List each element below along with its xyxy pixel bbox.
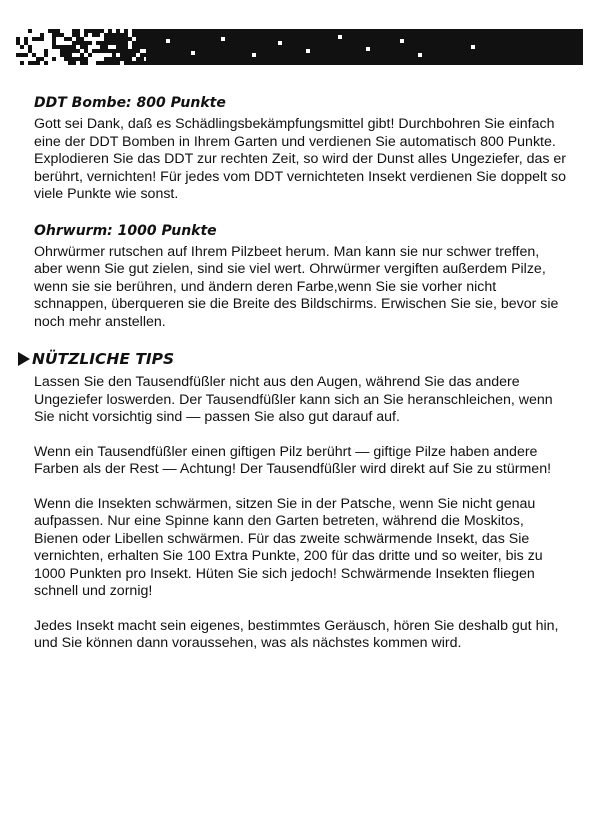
header-pixel (24, 37, 28, 41)
header-pixel (136, 49, 140, 53)
header-pixel (36, 61, 40, 65)
header-pixel (60, 33, 64, 37)
header-pixel (148, 37, 152, 41)
header-pixel (124, 33, 128, 37)
header-pixel (40, 37, 44, 41)
header-pixel (152, 45, 156, 49)
header-pixel (52, 29, 56, 33)
header-pixel (60, 53, 64, 57)
header-pixel (64, 37, 68, 41)
header-pixel (60, 45, 64, 49)
tips-heading: NÜTZLICHE TIPS (32, 350, 175, 368)
header-pixel (124, 57, 128, 61)
header-pixel (140, 29, 144, 33)
header-speck (166, 39, 170, 43)
header-pixel (144, 45, 148, 49)
pixel-header-bar (16, 29, 583, 65)
header-pixel (128, 61, 132, 65)
tips-paragraph: Wenn ein Tausendfüßler einen giftigen Pilz berührt — giftige Pilze haben andere Farben als der Rest — Achtung! Der Tausendfüßler wird direkt auf Sie zu stürmen! (34, 443, 552, 477)
header-pixel (44, 61, 48, 65)
header-pixel (24, 53, 28, 57)
header-pixel (60, 49, 64, 53)
header-pixel (120, 57, 124, 61)
header-pixel (68, 61, 72, 65)
header-pixel (116, 29, 120, 33)
header-pixel (128, 57, 132, 61)
header-pixel (112, 53, 116, 57)
header-pixel (80, 57, 84, 61)
pixel-pattern-graphic (16, 29, 583, 65)
header-pixel (64, 57, 68, 61)
header-pixel (112, 57, 116, 61)
header-pixel (80, 53, 84, 57)
header-pixel (144, 61, 148, 65)
header-pixel (72, 57, 76, 61)
header-pixel (72, 45, 76, 49)
header-pixel (116, 37, 120, 41)
header-pixel (136, 61, 140, 65)
header-pixel (140, 57, 144, 61)
header-pixel (28, 45, 32, 49)
header-pixel (144, 41, 148, 45)
header-pixel (140, 37, 144, 41)
header-pixel (148, 33, 152, 37)
header-pixel (68, 53, 72, 57)
header-pixel (104, 41, 108, 45)
header-pixel (96, 61, 100, 65)
header-pixel (128, 37, 132, 41)
header-pixel (16, 37, 20, 41)
header-pixel (136, 29, 140, 33)
spacer (34, 204, 568, 222)
tips-paragraph: Lassen Sie den Tausendfüßler nicht aus den Augen, während Sie das andere Ungeziefer loswerden. Der Tausendfüßler kann sich an Sie heranschleichen, wenn Sie nicht vorsichtig sind — passen Sie also gut darauf auf. (34, 374, 553, 425)
header-pixel (72, 41, 76, 45)
header-pixel (76, 37, 80, 41)
header-pixel (116, 49, 120, 53)
header-pixel (92, 29, 96, 33)
header-pixel (28, 61, 32, 65)
header-speck (252, 53, 256, 57)
header-pixel (84, 41, 88, 45)
header-pixel (52, 57, 56, 61)
header-pixel (76, 33, 80, 37)
header-pixel (120, 49, 124, 53)
header-pixel (52, 41, 56, 45)
header-pixel (148, 61, 152, 65)
header-pixel (152, 29, 156, 33)
header-pixel (148, 49, 152, 53)
header-pixel (120, 53, 124, 57)
header-pixel (68, 49, 72, 53)
header-pixel (152, 41, 156, 45)
header-pixel (40, 33, 44, 37)
header-pixel (68, 45, 72, 49)
header-pixel (36, 37, 40, 41)
tips-paragraph: Wenn die Insekten schwärmen, sitzen Sie in der Patsche, wenn Sie nicht genau aufpassen. Nur eine Spinne kann den Garten betreten, während die Moskitos, Bienen oder Libellen schwärmen. Für das zweite schwärmende Insekt, das Sie vernichten, erhalten Sie 100 Extra Punkte, 200 für das dritte und so weiter, bis zu 1000 Punkten pro Insekt. Hüten Sie sich jedoch! Schwärmende Insekten fliegen schnell und zornig! (34, 495, 543, 599)
header-pixel (140, 61, 144, 65)
right-triangle-icon (18, 352, 30, 366)
header-pixel (28, 49, 32, 53)
header-pixel (124, 45, 128, 49)
header-pixel (132, 61, 136, 65)
header-pixel (152, 53, 156, 57)
tips-paragraph: Jedes Insekt macht sein eigenes, bestimmtes Geräusch, hören Sie deshalb gut hin, und Sie können dann voraussehen, was als nächstes kommen wird. (34, 617, 559, 651)
header-pixel (76, 29, 80, 33)
header-speck (338, 35, 342, 39)
header-pixel (88, 41, 92, 45)
header-pixel (100, 29, 104, 33)
header-pixel (92, 33, 96, 37)
header-pixel (116, 57, 120, 61)
header-pixel (84, 49, 88, 53)
header-pixel (16, 41, 20, 45)
header-pixel (152, 37, 156, 41)
header-pixel (32, 53, 36, 57)
header-pixel (72, 49, 76, 53)
spacer (34, 479, 568, 496)
header-pixel (104, 37, 108, 41)
header-pixel (132, 53, 136, 57)
header-pixel (108, 33, 112, 37)
header-pixel (100, 61, 104, 65)
header-pixel (96, 49, 100, 53)
header-speck (471, 45, 475, 49)
header-pixel (140, 45, 144, 49)
header-pixel (152, 49, 156, 53)
header-pixel (32, 61, 36, 65)
header-solid-bar (146, 29, 583, 65)
header-pixel (44, 49, 48, 53)
header-speck (366, 47, 370, 51)
header-pixel (140, 41, 144, 45)
header-pixel (84, 61, 88, 65)
header-pixel (140, 33, 144, 37)
header-pixel (72, 33, 76, 37)
header-pixel (20, 61, 24, 65)
header-pixel (92, 49, 96, 53)
header-pixel (144, 33, 148, 37)
header-pixel (52, 37, 56, 41)
header-speck (221, 37, 225, 41)
header-pixel (136, 37, 140, 41)
header-pixel (52, 33, 56, 37)
section-heading: DDT Bombe: 800 Punkte (34, 95, 226, 111)
spacer (34, 427, 568, 444)
header-pixel (104, 33, 108, 37)
header-pixel (64, 49, 68, 53)
header-pixel (72, 29, 76, 33)
header-speck (306, 49, 310, 53)
header-pixel (152, 61, 156, 65)
header-pixel (120, 41, 124, 45)
spacer (34, 331, 568, 349)
header-pixel (80, 41, 84, 45)
header-pixel (152, 57, 156, 61)
header-pixel (104, 49, 108, 53)
header-pixel (64, 53, 68, 57)
section-ddt-bombe (34, 94, 568, 204)
header-pixel (144, 29, 148, 33)
header-pixel (48, 29, 52, 33)
header-pixel (36, 57, 40, 61)
header-pixel (132, 33, 136, 37)
header-pixel (88, 53, 92, 57)
header-pixel (116, 33, 120, 37)
header-pixel (84, 29, 88, 33)
header-pixel (104, 61, 108, 65)
header-pixel (68, 57, 72, 61)
header-pixel (124, 61, 128, 65)
header-pixel (124, 29, 128, 33)
header-pixel (132, 49, 136, 53)
header-speck (278, 41, 282, 45)
header-pixel (128, 53, 132, 57)
header-pixel (116, 41, 120, 45)
header-pixel (80, 61, 84, 65)
header-pixel (100, 41, 104, 45)
header-pixel (24, 41, 28, 45)
tips-heading-row (18, 349, 568, 369)
header-speck (400, 39, 404, 43)
header-pixel (20, 45, 24, 49)
header-pixel (136, 45, 140, 49)
header-pixel (64, 45, 68, 49)
header-pixel (108, 49, 112, 53)
header-pixel (84, 45, 88, 49)
header-pixel (112, 33, 116, 37)
header-pixel (124, 37, 128, 41)
header-pixel (28, 29, 32, 33)
header-pixel (140, 53, 144, 57)
header-pixel (136, 41, 140, 45)
header-pixel (108, 37, 112, 41)
header-pixel (20, 53, 24, 57)
header-pixel (40, 57, 44, 61)
header-pixel (108, 29, 112, 33)
header-pixel (132, 29, 136, 33)
header-pixel (148, 53, 152, 57)
header-pixel (88, 29, 92, 33)
header-pixel (112, 37, 116, 41)
header-speck (418, 53, 422, 57)
header-pixel (132, 41, 136, 45)
header-pixel (112, 61, 116, 65)
header-pixel (108, 41, 112, 45)
section-text: Gott sei Dank, daß es Schädlingsbekämpfungsmittel gibt! Durchbohren Sie einfach eine der DDT Bomben in Ihrem Garten und verdienen Sie automatisch 800 Punkte. Explodieren Sie das DDT zur rechten Zeit, so wird der Dunst alles Ungeziefer, das er berührt, vernichten! Für jedes vom DDT vernichteten Insekt verdienen Sie doppelt so viele Punkte wie sonst. (34, 116, 567, 202)
header-pixel (104, 45, 108, 49)
header-pixel (136, 33, 140, 37)
header-pixel (80, 37, 84, 41)
header-pixel (144, 37, 148, 41)
header-pixel (116, 61, 120, 65)
header-pixel (120, 45, 124, 49)
header-pixel (148, 45, 152, 49)
header-pixel (80, 45, 84, 49)
header-pixel (120, 37, 124, 41)
header-pixel (56, 33, 60, 37)
header-pixel (124, 53, 128, 57)
header-pixel (96, 41, 100, 45)
header-pixel (120, 33, 124, 37)
header-pixel (148, 57, 152, 61)
header-pixel (96, 33, 100, 37)
header-pixel (116, 45, 120, 49)
header-pixel (124, 49, 128, 53)
header-pixel (44, 53, 48, 57)
header-pixel (104, 57, 108, 61)
header-pixel (84, 57, 88, 61)
header-pixel (100, 45, 104, 49)
header-speck (191, 51, 195, 55)
header-pixel (32, 37, 36, 41)
section-tips (34, 349, 568, 653)
header-pixel (16, 53, 20, 57)
header-pixel (108, 57, 112, 61)
header-pixel (52, 45, 56, 49)
header-pixel (76, 41, 80, 45)
header-pixel (112, 49, 116, 53)
header-pixel (132, 45, 136, 49)
header-pixel (84, 33, 88, 37)
header-pixel (96, 29, 100, 33)
header-pixel (68, 37, 72, 41)
header-pixel (112, 41, 116, 45)
header-pixel (76, 49, 80, 53)
manual-page-content (34, 94, 568, 653)
header-pixel (100, 49, 104, 53)
section-heading: Ohrwurm: 1000 Punkte (34, 222, 217, 239)
header-pixel (56, 45, 60, 49)
header-pixel (136, 57, 140, 61)
header-pixel (128, 49, 132, 53)
header-pixel (72, 61, 76, 65)
spacer (34, 601, 568, 618)
header-pixel (144, 53, 148, 57)
header-pixel (76, 57, 80, 61)
section-text: Ohrwürmer rutschen auf Ihrem Pilzbeet herum. Man kann sie nur schwer treffen, aber wenn Sie gut zielen, sind sie viel wert. Ohrwürmer vergiften außerdem Pilze, wenn sie sie berühren, und ändern deren Farbe,wenn Sie sie vorher nicht schnappen, überqueren sie die Breite des Bildschirms. Erwischen Sie sie, bevor sie noch mehr anstellen. (34, 243, 559, 330)
header-pixel (108, 61, 112, 65)
header-pixel (124, 41, 128, 45)
header-pixel (56, 29, 60, 33)
section-ohrwurm (34, 222, 568, 332)
